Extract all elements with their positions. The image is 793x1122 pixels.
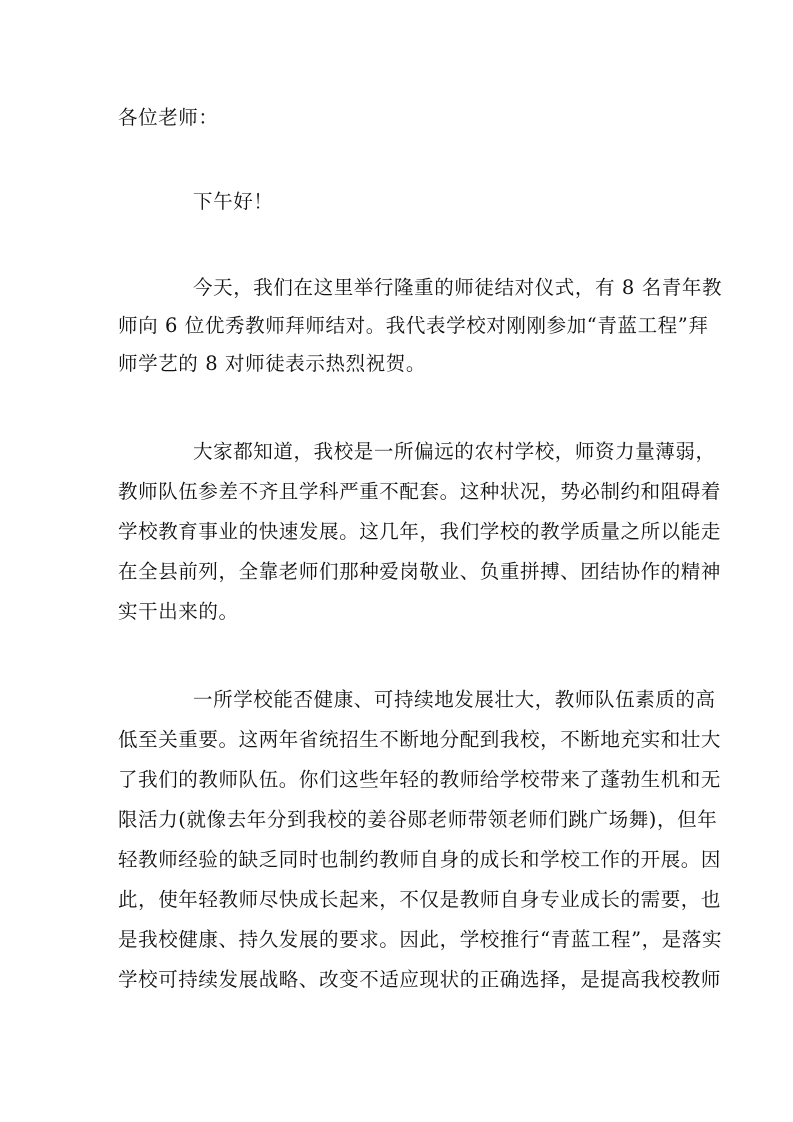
paragraph-3-line-1: 一所学校能否健康、可持续地发展壮大，教师队伍素质的高: [193, 688, 716, 711]
paragraph-2-line-4: 在全县前列，全靠老师们那种爱岗敬业、负重拼搏、团结协作的精神: [118, 560, 722, 583]
greeting: 下午好！: [193, 190, 274, 213]
paragraph-1-line-1: 今天，我们在这里举行隆重的师徒结对仪式，有 8 名青年教: [193, 276, 723, 299]
paragraph-3-line-4: 限活力(就像去年分到我校的姜谷郧老师带领老师们跳广场舞)，但年: [118, 808, 718, 831]
paragraph-3-line-8: 学校可持续发展战略、改变不适应现状的正确选择，是提高我校教师: [118, 968, 722, 991]
salutation: 各位老师：: [118, 106, 219, 129]
paragraph-3-line-2: 低至关重要。这两年省统招生不断地分配到我校，不断地充实和壮大: [118, 728, 722, 751]
paragraph-2-line-3: 学校教育事业的快速发展。这几年，我们学校的教学质量之所以能走: [118, 520, 722, 543]
paragraph-1-line-2: 师向 6 位优秀教师拜师结对。我代表学校对刚刚参加“青蓝工程”拜: [118, 314, 709, 337]
paragraph-3-line-5: 轻教师经验的缺乏同时也制约教师自身的成长和学校工作的开展。因: [118, 848, 722, 871]
paragraph-3-line-3: 了我们的教师队伍。你们这些年轻的教师给学校带来了蓬勃生机和无: [118, 768, 722, 791]
paragraph-1-line-3: 师学艺的 8 对师徒表示热烈祝贺。: [118, 352, 427, 375]
paragraph-2-line-2: 教师队伍参差不齐且学科严重不配套。这种状况，势必制约和阻碍着: [118, 480, 722, 503]
paragraph-3-line-6: 此，使年轻教师尽快成长起来，不仅是教师自身专业成长的需要，也: [118, 888, 722, 911]
paragraph-2-line-5: 实干出来的。: [118, 600, 239, 623]
paragraph-3-line-7: 是我校健康、持久发展的要求。因此，学校推行“青蓝工程”，是落实: [118, 928, 723, 951]
paragraph-2-line-1: 大家都知道，我校是一所偏远的农村学校，师资力量薄弱，: [193, 440, 716, 463]
